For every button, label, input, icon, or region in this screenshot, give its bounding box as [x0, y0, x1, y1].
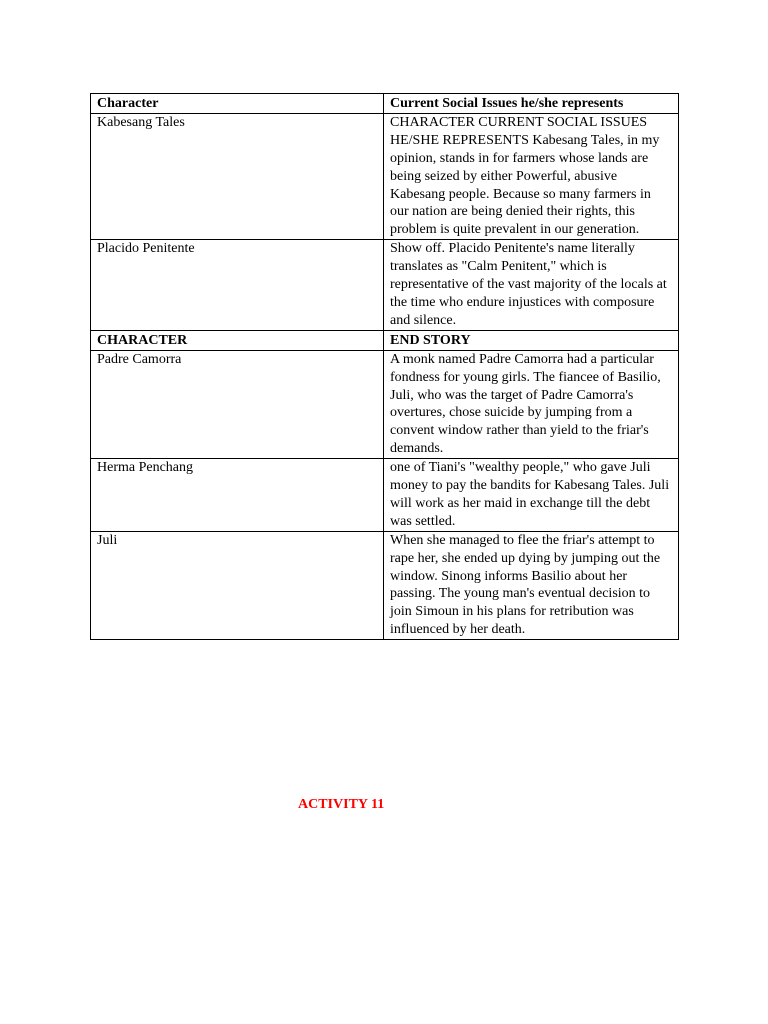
header-cell-social-issues: Current Social Issues he/she represents — [384, 94, 679, 114]
table-row — [91, 350, 679, 458]
character-name-cell: Kabesang Tales — [91, 113, 384, 239]
table-row — [91, 531, 679, 639]
activity-title: ACTIVITY 11 — [298, 797, 385, 812]
description-cell: When she managed to flee the friar's attempt to rape her, she ended up dying by jumping out the window. Sinong informs Basilio about her passing. The young man's eventual decision to join Simoun in his plans for retribution was influenced by her death. — [384, 531, 679, 639]
description-cell: Show off. Placido Penitente's name literally translates as "Calm Penitent," which is representative of the vast majority of the locals at the time who endure injustices with composure and silence. — [384, 240, 679, 331]
table-header-row — [91, 94, 679, 114]
table-row — [91, 113, 679, 239]
description-cell: A monk named Padre Camorra had a particular fondness for young girls. The fiancee of Basilio, Juli, who was the target of Padre Camorra's overtures, chose suicide by jumping from a convent window rather than yield to the friar's demands. — [384, 350, 679, 458]
header-cell-end-story: END STORY — [384, 330, 679, 350]
table-row — [91, 459, 679, 532]
header-cell-character: Character — [91, 94, 384, 114]
character-name-cell: Herma Penchang — [91, 459, 384, 532]
character-name-cell: Padre Camorra — [91, 350, 384, 458]
table-row — [91, 240, 679, 331]
description-cell: CHARACTER CURRENT SOCIAL ISSUES HE/SHE REPRESENTS Kabesang Tales, in my opinion, stands in for farmers whose lands are being seized by either Powerful, abusive Kabesang people. Because so many farmers in our nation are being denied their rights, this problem is quite prevalent in our generation. — [384, 113, 679, 239]
description-cell: one of Tiani's "wealthy people," who gave Juli money to pay the bandits for Kabesang Tales. Juli will work as her maid in exchange till the debt was settled. — [384, 459, 679, 532]
table-header-row — [91, 330, 679, 350]
character-name-cell: Juli — [91, 531, 384, 639]
character-name-cell: Placido Penitente — [91, 240, 384, 331]
character-table — [90, 93, 679, 640]
header-cell-character: CHARACTER — [91, 330, 384, 350]
